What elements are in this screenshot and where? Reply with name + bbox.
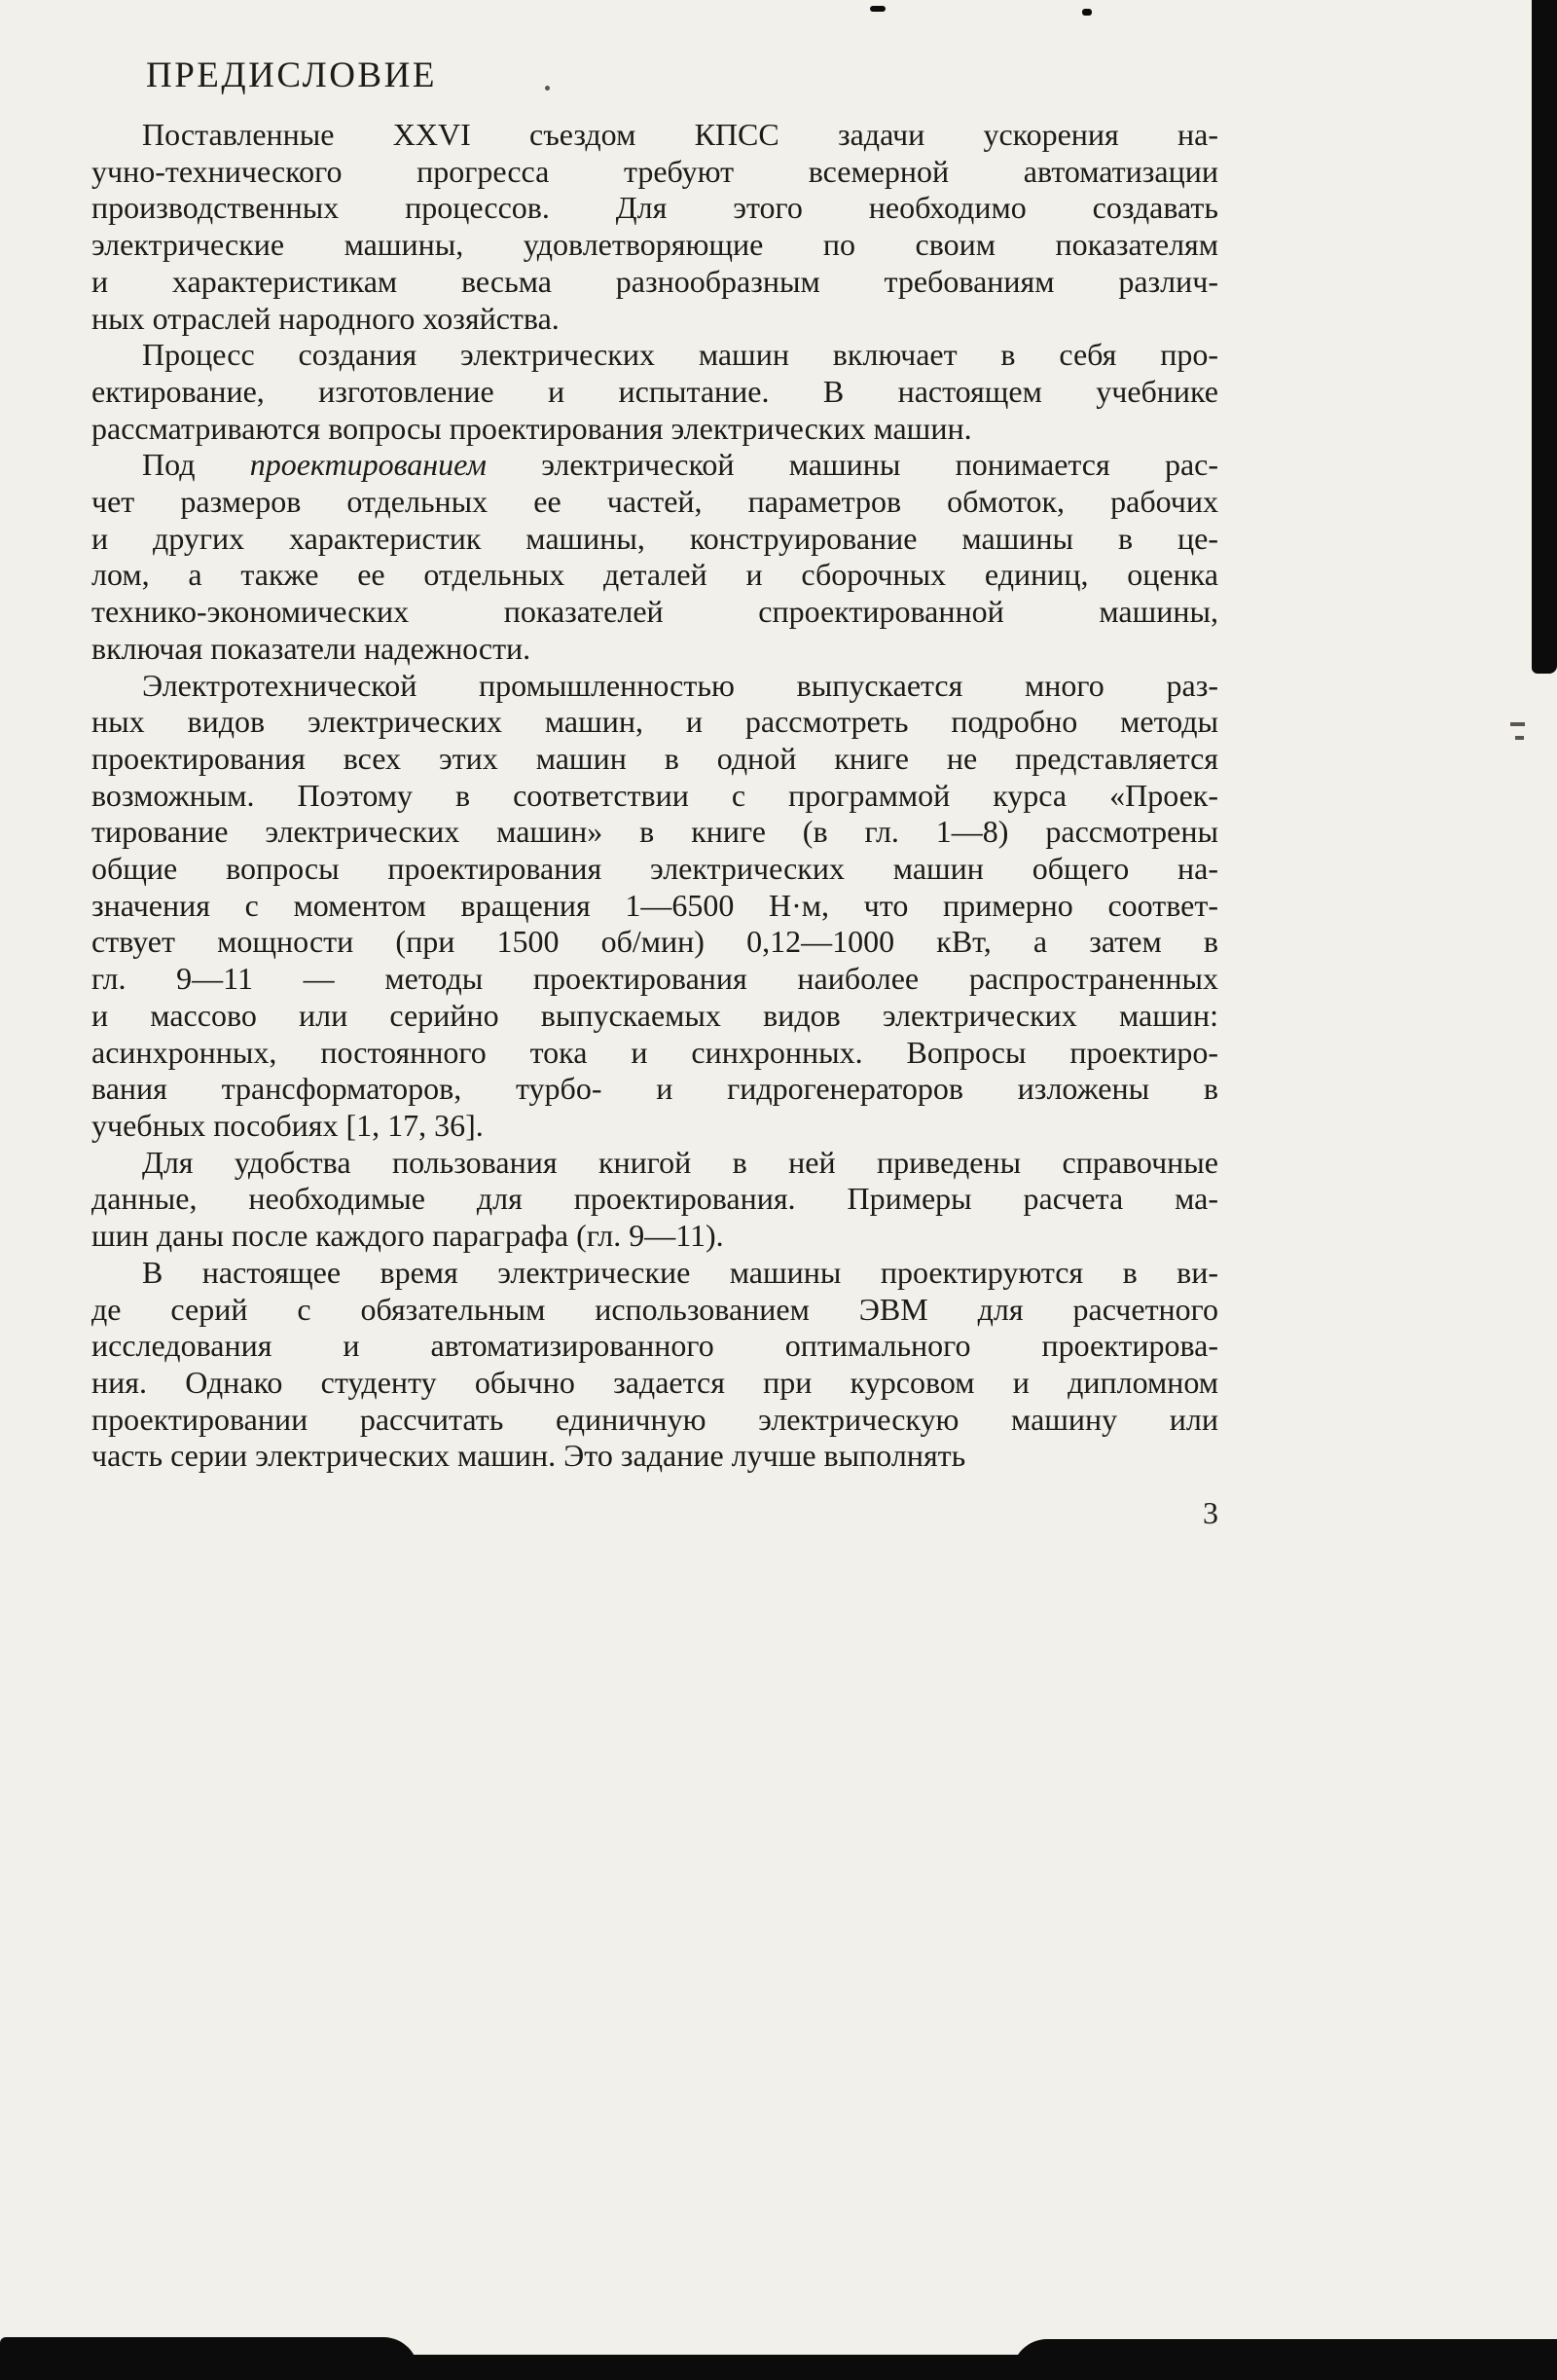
text-line: тирование электрических машин» в книге (в гл. 1—8) рассмотрены [91,814,1218,850]
text-line: возможным. Поэтому в соответствии с программой курса «Проек- [91,777,1218,813]
scan-artifact-bottom-right-blob [1012,2339,1557,2380]
text-line: ных отраслей народного хозяйства. [91,300,560,336]
text-line: учно-технического прогресса требуют всемерной автоматизации [91,153,1218,189]
scan-artifact-bottom-left-blob [0,2337,418,2380]
scan-artifact-right-edge-bar [1532,0,1557,674]
page-number: 3 [1203,1495,1218,1530]
text-line: гл. 9—11 — методы проектирования наиболее распространенных [91,961,1218,997]
text-line: ния. Однако студенту обычно задается при курсовом и дипломном [91,1364,1218,1400]
text-line: проектировании рассчитать единичную электрическую машину или [91,1401,1218,1437]
scan-artifact-top-speck-2 [1082,9,1092,16]
page-title: ПРЕДИСЛОВИЕ [146,55,437,95]
text-line: лом, а также ее отдельных деталей и сборочных единиц, оценка [91,557,1218,593]
text-line: шин даны после каждого параграфа (гл. 9—11). [91,1218,724,1254]
text-line: ектирование, изготовление и испытание. В настоящем учебнике [91,373,1218,409]
text-line: исследования и автоматизированного оптимального проектирова- [91,1328,1218,1364]
text-line: вания трансформаторов, турбо- и гидрогенераторов изложены в [91,1071,1218,1107]
text-line: производственных процессов. Для этого необходимо создавать [91,190,1218,226]
body-text [91,117,1218,1475]
text-line: электрические машины, удовлетворяющие по своим показателям [91,227,1218,263]
scan-artifact-margin-dash-2 [1515,736,1524,740]
text-line: де серий с обязательным использованием ЭВМ для расчетного [91,1291,1218,1327]
text-line: данные, необходимые для проектирования. Примеры расчета ма- [91,1181,1218,1217]
text-line: и других характеристик машины, конструирование машины в це- [91,520,1218,556]
text-line: значения с моментом вращения 1—6500 Н·м, что примерно соответ- [91,887,1218,923]
text-line: общие вопросы проектирования электрических машин общего на- [91,851,1218,887]
text-line: Электротехнической промышленностью выпускается много раз- [142,667,1218,703]
text-line: и массово или серийно выпускаемых видов электрических машин: [91,997,1218,1033]
text-line: чет размеров отдельных ее частей, параметров обмоток, рабочих [91,484,1218,520]
text-line: Для удобства пользования книгой в ней приведены справочные [142,1144,1218,1180]
text-line: асинхронных, постоянного тока и синхронных. Вопросы проектиро- [91,1034,1218,1070]
text-line: проектирования всех этих машин в одной книге не представляется [91,740,1218,776]
scan-artifact-title-dot [545,86,550,91]
text-line: учебных пособиях [1, 17, 36]. [91,1107,484,1143]
scan-artifact-top-speck-1 [870,6,886,12]
text-line: Под проектированием электрической машины понимается рас- [142,447,1219,483]
text-line: и характеристикам весьма разнообразным требованиям различ- [91,263,1218,299]
scan-artifact-margin-dash-1 [1510,722,1525,726]
text-line: часть серии электрических машин. Это задание лучше выполнять [91,1438,966,1474]
text-line: Процесс создания электрических машин включает в себя про- [142,337,1218,373]
text-line: технико-экономических показателей спроектированной машины, [91,594,1218,630]
text-line: рассматриваются вопросы проектирования электрических машин. [91,410,972,446]
text-line: ствует мощности (при 1500 об/мин) 0,12—1000 кВт, а затем в [91,924,1218,960]
text-line: В настоящее время электрические машины проектируются в ви- [142,1254,1218,1290]
text-line: включая показатели надежности. [91,630,531,666]
text-line: ных видов электрических машин, и рассмотреть подробно методы [91,704,1218,740]
text-line: Поставленные XXVI съездом КПСС задачи ускорения на- [142,117,1218,152]
